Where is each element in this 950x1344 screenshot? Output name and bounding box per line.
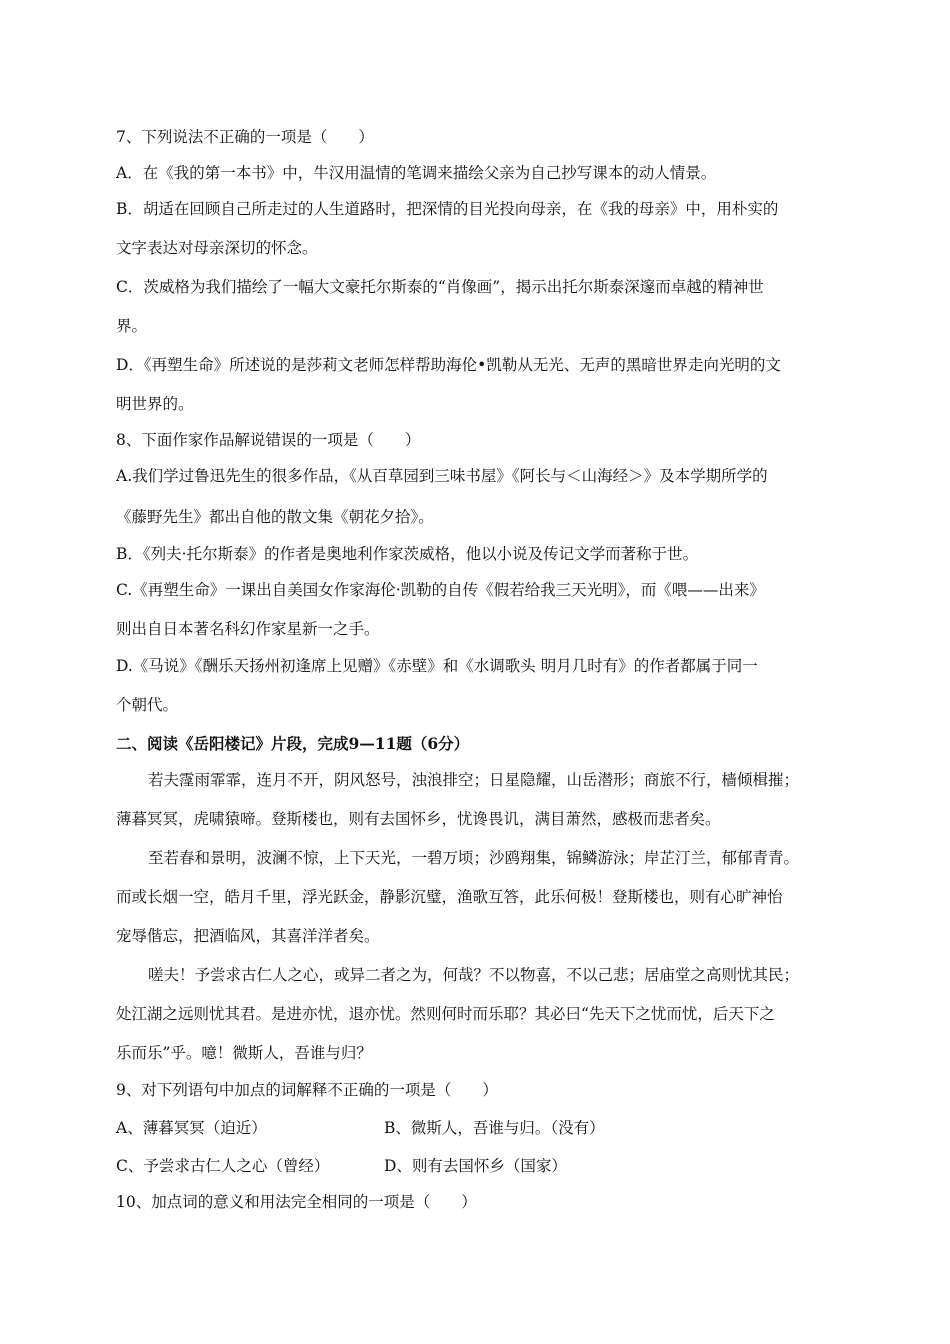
question-8-stem: 8、下面作家作品解说错误的一项是（ ） <box>116 431 421 449</box>
section-2-heading: 二、阅读《岳阳楼记》片段，完成9—11题（6分） <box>116 734 470 753</box>
question-8-option-c-line1: C.《再塑生命》一课出自美国女作家海伦·凯勒的自传《假若给我三天光明》，而《喂——出来》 <box>116 581 765 599</box>
question-8-option-c-line2: 则出自日本著名科幻作家星新一之手。 <box>116 620 380 638</box>
passage-paragraph-3-line2: 处江湖之远则忧其君。是进亦忧，退亦忧。然则何时而乐耶？其必曰“先天下之忧而忧，后天下之 <box>116 1005 775 1023</box>
question-9-option-c: C、予尝求古仁人之心（曾经） <box>116 1157 330 1175</box>
question-7-option-b-line1: B．胡适在回顾自己所走过的人生道路时，把深情的目光投向母亲，在《我的母亲》中，用朴实的 <box>116 200 779 218</box>
question-9-option-b: B、微斯人，吾谁与归。（没有） <box>384 1119 605 1137</box>
question-8-option-a-line1: A.我们学过鲁迅先生的很多作品，《从百草园到三味书屋》《阿长与＜山海经＞》及本学期所学的 <box>116 467 768 485</box>
passage-paragraph-2-line2: 而或长烟一空，皓月千里，浮光跃金，静影沉璧，渔歌互答，此乐何极！登斯楼也，则有心旷神怡 <box>116 888 783 906</box>
question-9-option-a: A、薄暮冥冥（迫近） <box>116 1119 267 1137</box>
question-8-option-d-line1: D.《马说》《酬乐天扬州初逢席上见赠》《赤壁》和《水调歌头 明月几时有》的作者都属于同一 <box>116 657 758 675</box>
question-9-option-d: D、则有去国怀乡（国家） <box>384 1157 567 1175</box>
question-7-option-d-line1: D．《再塑生命》所述说的是莎莉文老师怎样帮助海伦•凯勒从无光、无声的黑暗世界走向光明的文 <box>116 356 781 374</box>
question-7-stem: 7、下列说法不正确的一项是（ ） <box>116 128 374 146</box>
question-10-stem: 10、加点词的意义和用法完全相同的一项是（ ） <box>116 1193 477 1211</box>
passage-paragraph-2-line1: 至若春和景明，波澜不惊，上下天光，一碧万顷；沙鸥翔集，锦鳞游泳；岸芷汀兰，郁郁青青。 <box>148 849 800 867</box>
question-7-option-c-line2: 界。 <box>116 317 148 335</box>
question-7-option-d-line2: 明世界的。 <box>116 395 194 413</box>
question-9-stem: 9、对下列语句中加点的词解释不正确的一项是（ ） <box>116 1081 498 1099</box>
question-8-option-b: B．《列夫·托尔斯泰》的作者是奥地利作家茨威格，他以小说及传记文学而著称于世。 <box>116 545 699 563</box>
question-7-option-c-line1: C．茨威格为我们描绘了一幅大文豪托尔斯泰的“肖像画”，揭示出托尔斯泰深邃而卓越的精神世 <box>116 278 764 296</box>
question-7-option-a: A．在《我的第一本书》中，牛汉用温情的笔调来描绘父亲为自己抄写课本的动人情景。 <box>116 164 717 182</box>
passage-paragraph-1-line1: 若夫霪雨霏霏，连月不开，阴风怒号，浊浪排空；日星隐耀，山岳潜形；商旅不行，樯倾楫摧； <box>148 771 800 789</box>
passage-paragraph-1-line2: 薄暮冥冥，虎啸猿啼。登斯楼也，则有去国怀乡，忧谗畏讥，满目萧然，感极而悲者矣。 <box>116 810 721 828</box>
question-8-option-d-line2: 个朝代。 <box>116 696 179 714</box>
passage-paragraph-3-line1: 嗟夫！予尝求古仁人之心，或异二者之为，何哉？不以物喜，不以己悲；居庙堂之高则忧其民； <box>148 966 800 984</box>
passage-paragraph-3-line3: 乐而乐”乎。噫！微斯人，吾谁与归？ <box>116 1044 372 1062</box>
question-8-option-a-line2: 《藤野先生》都出自他的散文集《朝花夕拾》。 <box>116 508 434 526</box>
passage-paragraph-2-line3: 宠辱偕忘，把酒临风，其喜洋洋者矣。 <box>116 927 380 945</box>
question-7-option-b-line2: 文字表达对母亲深切的怀念。 <box>116 239 318 257</box>
